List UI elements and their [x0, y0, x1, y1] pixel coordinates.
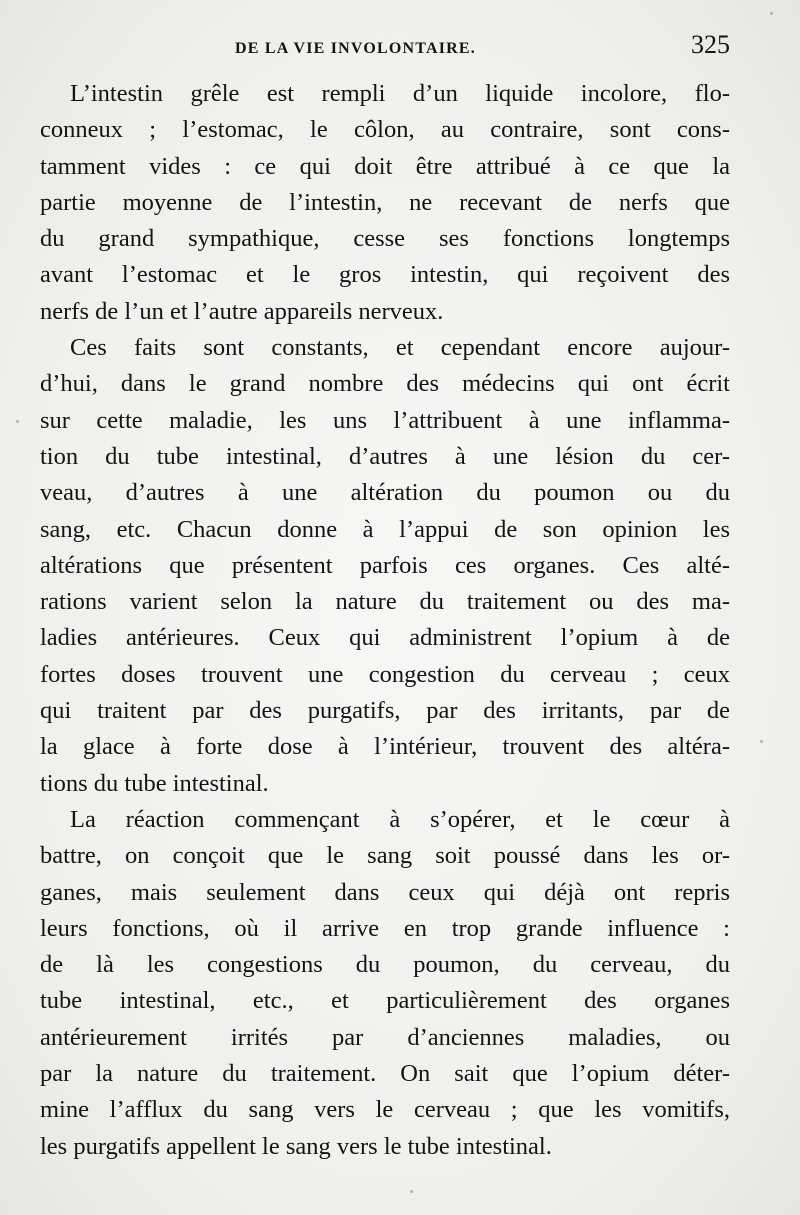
running-head: DE LA VIE INVOLONTAIRE. — [235, 40, 476, 57]
paper-speck — [770, 12, 773, 15]
text-line: ladies antérieures. Ceux qui administrent l’opium à de — [40, 624, 730, 652]
body-text — [40, 76, 730, 1165]
paper-speck — [410, 1190, 413, 1193]
text-line: rations varient selon la nature du traitement ou des ma- — [40, 588, 730, 616]
text-line: fortes doses trouvent une congestion du cerveau ; ceux — [40, 660, 730, 688]
paper-speck — [16, 420, 19, 423]
text-line: d’hui, dans le grand nombre des médecins qui ont écrit — [40, 370, 730, 398]
text-line: par la nature du traitement. On sait que l’opium déter- — [40, 1060, 730, 1088]
text-line: la glace à forte dose à l’intérieur, trouvent des altéra- — [40, 733, 730, 761]
text-line: altérations que présentent parfois ces organes. Ces alté- — [40, 551, 730, 579]
paper-speck — [760, 740, 763, 743]
text-line: veau, d’autres à une altération du poumon ou du — [40, 479, 730, 507]
text-line: battre, on conçoit que le sang soit poussé dans les or- — [40, 842, 730, 870]
text-line: conneux ; l’estomac, le côlon, au contraire, sont cons- — [40, 116, 730, 144]
text-line: Ces faits sont constants, et cependant encore aujour- — [70, 334, 730, 362]
text-line: du grand sympathique, cesse ses fonctions longtemps — [40, 225, 730, 253]
text-line: tube intestinal, etc., et particulièrement des organes — [40, 987, 730, 1015]
text-line: les purgatifs appellent le sang vers le tube intestinal. — [40, 1132, 552, 1160]
page-number: 325 — [691, 30, 730, 59]
text-line: mine l’afflux du sang vers le cerveau ; que les vomitifs, — [40, 1096, 730, 1124]
text-line: tions du tube intestinal. — [40, 769, 269, 797]
text-line: L’intestin grêle est rempli d’un liquide incolore, flo- — [70, 80, 730, 107]
text-line: tion du tube intestinal, d’autres à une lésion du cer- — [40, 442, 730, 470]
text-line: sur cette maladie, les uns l’attribuent à une inflamma- — [40, 406, 730, 434]
text-line: de là les congestions du poumon, du cerveau, du — [40, 951, 730, 979]
text-line: sang, etc. Chacun donne à l’appui de son opinion les — [40, 515, 730, 543]
text-line: ganes, mais seulement dans ceux qui déjà ont repris — [40, 878, 730, 906]
paragraph-1 — [40, 76, 730, 330]
paragraph-2 — [40, 330, 730, 802]
text-line: leurs fonctions, où il arrive en trop grande influence : — [40, 914, 730, 942]
text-line: qui traitent par des purgatifs, par des irritants, par de — [40, 697, 730, 725]
text-line: antérieurement irrités par d’anciennes maladies, ou — [40, 1023, 730, 1051]
paragraph-3 — [40, 802, 730, 1165]
page-header — [40, 30, 730, 66]
text-line: tamment vides : ce qui doit être attribué à ce que la — [40, 152, 730, 180]
text-line: nerfs de l’un et l’autre appareils nerveux. — [40, 297, 444, 325]
text-line: avant l’estomac et le gros intestin, qui reçoivent des — [40, 261, 730, 289]
text-line: partie moyenne de l’intestin, ne recevant de nerfs que — [40, 188, 730, 216]
text-line: La réaction commençant à s’opérer, et le cœur à — [70, 805, 730, 833]
